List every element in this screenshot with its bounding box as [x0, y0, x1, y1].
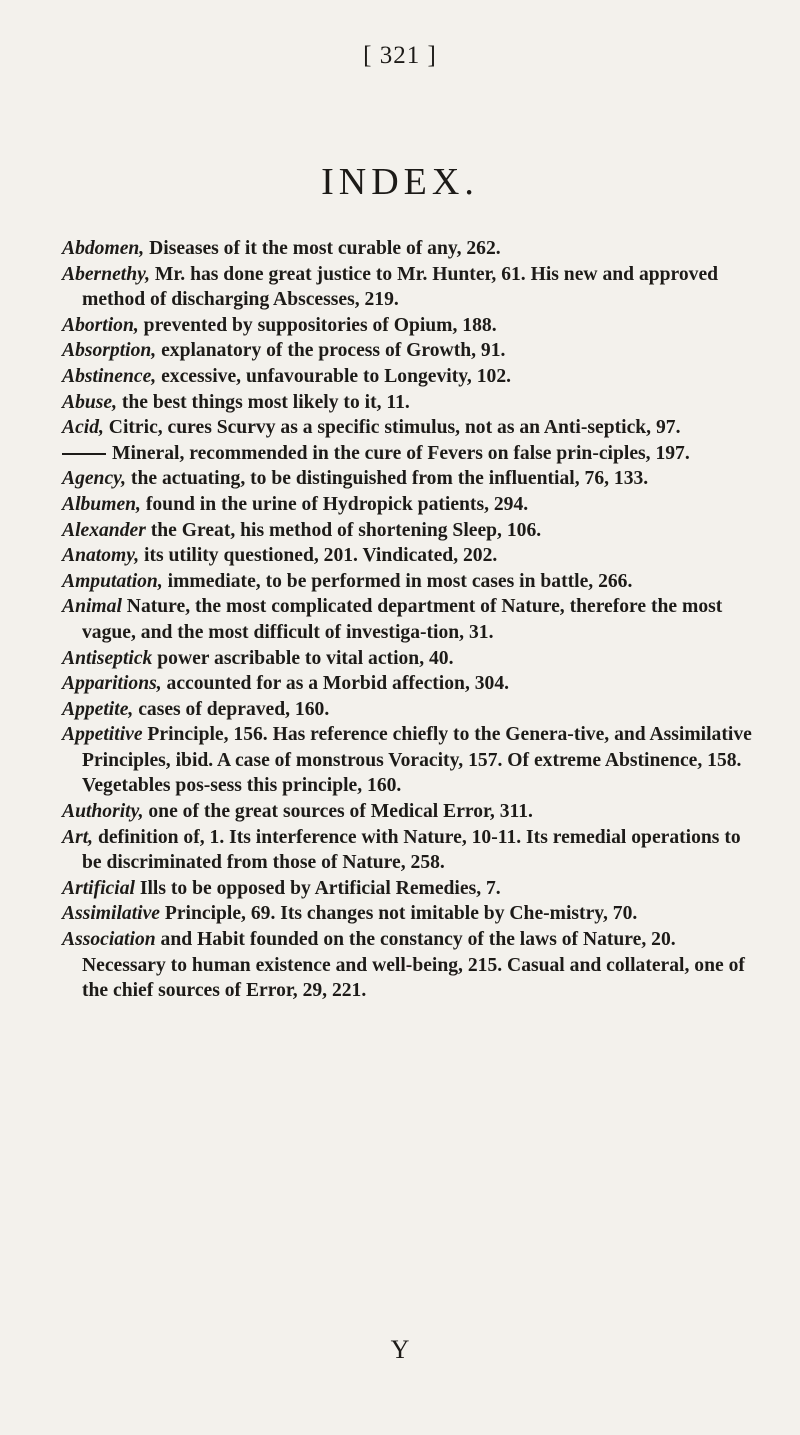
entry-text: the actuating, to be distinguished from the influential, 76, 133. [126, 468, 649, 490]
entry-heading: Alexander [62, 519, 146, 541]
entry-text: Citric, cures Scurvy as a specific stimulus, not as an Anti-septick, 97. [103, 417, 681, 439]
index-entry [62, 825, 762, 876]
entry-text: immediate, to be performed in most cases in battle, 266. [162, 570, 633, 592]
index-entry [62, 671, 762, 697]
index-entry [62, 876, 762, 902]
index-entries [62, 236, 762, 1004]
entry-text: Nature, the most complicated department of Nature, therefore the most vague, and the most difficult of investiga-tion, 31. [82, 596, 723, 643]
entry-heading: Agency, [62, 468, 127, 490]
page-number: [ 321 ] [363, 42, 437, 69]
entry-text: found in the urine of Hydropick patients, 294. [140, 493, 529, 515]
entry-text: Mr. has done great justice to Mr. Hunter, 61. His new and approved method of discharging Abscesses, 219. [82, 263, 719, 311]
entry-text: one of the great sources of Medical Error, 311. [143, 801, 533, 823]
index-entry [62, 543, 762, 569]
entry-text: Mineral, recommended in the cure of Fevers on false prin-ciples, 197. [112, 442, 690, 464]
entry-text: power ascribable to vital action, 40. [152, 647, 454, 669]
entry-heading: Acid, [62, 417, 104, 439]
entry-heading: Authority, [62, 801, 144, 823]
entry-heading: Abortion, [62, 314, 139, 336]
index-entry [62, 927, 762, 1004]
entry-text: Diseases of it the most curable of any, 262. [144, 238, 501, 259]
entry-heading: Appetite, [62, 698, 134, 720]
entry-text: the best things most likely to it, 11. [116, 391, 410, 413]
entry-heading: Apparitions, [62, 673, 162, 695]
index-entry [62, 441, 762, 467]
entry-text: accounted for as a Morbid affection, 304. [161, 673, 510, 695]
index-entry [62, 338, 762, 364]
entry-heading: Art, [62, 826, 94, 848]
entry-heading: Albumen, [62, 493, 141, 515]
entry-heading: Artificial [62, 877, 135, 899]
index-entry [62, 594, 762, 645]
index-entry [62, 262, 762, 313]
entry-text: prevented by suppositories of Opium, 188. [138, 314, 497, 336]
entry-text: Principle, 69. Its changes not imitable by Che-mistry, 70. [159, 903, 638, 925]
index-entry [62, 466, 762, 492]
entry-heading: Appetitive [62, 724, 143, 746]
entry-text: its utility questioned, 201. Vindicated, 202. [139, 545, 498, 567]
entry-heading: Anatomy, [62, 545, 140, 567]
entry-text: definition of, 1. Its interference with Nature, 10-11. Its remedial operations to be discriminated from those of Nature, 258. [82, 826, 741, 874]
entry-text: excessive, unfavourable to Longevity, 102. [156, 365, 512, 387]
index-entry [62, 415, 762, 441]
ditto-dash [62, 453, 106, 455]
entry-text: cases of depraved, 160. [133, 698, 330, 720]
signature-mark: Y [390, 1335, 410, 1364]
entry-heading: Abuse, [62, 391, 117, 413]
index-entry [62, 722, 762, 799]
index-entry [62, 901, 762, 927]
entry-text: and Habit founded on the constancy of the laws of Nature, 20. Necessary to human existence and well-being, 215. Casual and collateral, one of the chief sources of Error, 29, 221. [82, 929, 745, 1002]
entry-text: Ills to be opposed by Artificial Remedies, 7. [134, 877, 501, 899]
page-title: INDEX. [321, 161, 479, 203]
entry-heading: Association [62, 929, 156, 951]
index-entry [62, 697, 762, 723]
index-entry [62, 390, 762, 416]
entry-heading: Amputation, [62, 570, 163, 592]
index-entry [62, 569, 762, 595]
index-entry [62, 518, 762, 544]
index-entry [62, 492, 762, 518]
entry-heading: Abdomen, [62, 238, 145, 259]
entry-heading: Abernethy, [62, 263, 150, 285]
entry-heading: Absorption, [62, 340, 157, 362]
entry-heading: Assimilative [62, 903, 160, 925]
entry-heading: Abstinence, [62, 365, 157, 387]
entry-text: explanatory of the process of Growth, 91. [156, 340, 506, 362]
index-entry [62, 236, 762, 262]
index-entry [62, 364, 762, 390]
index-entry [62, 313, 762, 339]
entry-heading: Antiseptick [62, 647, 153, 669]
entry-text: Principle, 156. Has reference chiefly to the Genera-tive, and Assimilative Principles, ibid. A case of monstrous Voracity, 157. Of extreme Abstinence, 158. Vegetables pos-sess this principle, 160. [82, 724, 752, 797]
entry-text: the Great, his method of shortening Sleep, 106. [145, 519, 542, 541]
index-entry [62, 646, 762, 672]
index-entry [62, 799, 762, 825]
entry-heading: Animal [62, 596, 122, 618]
